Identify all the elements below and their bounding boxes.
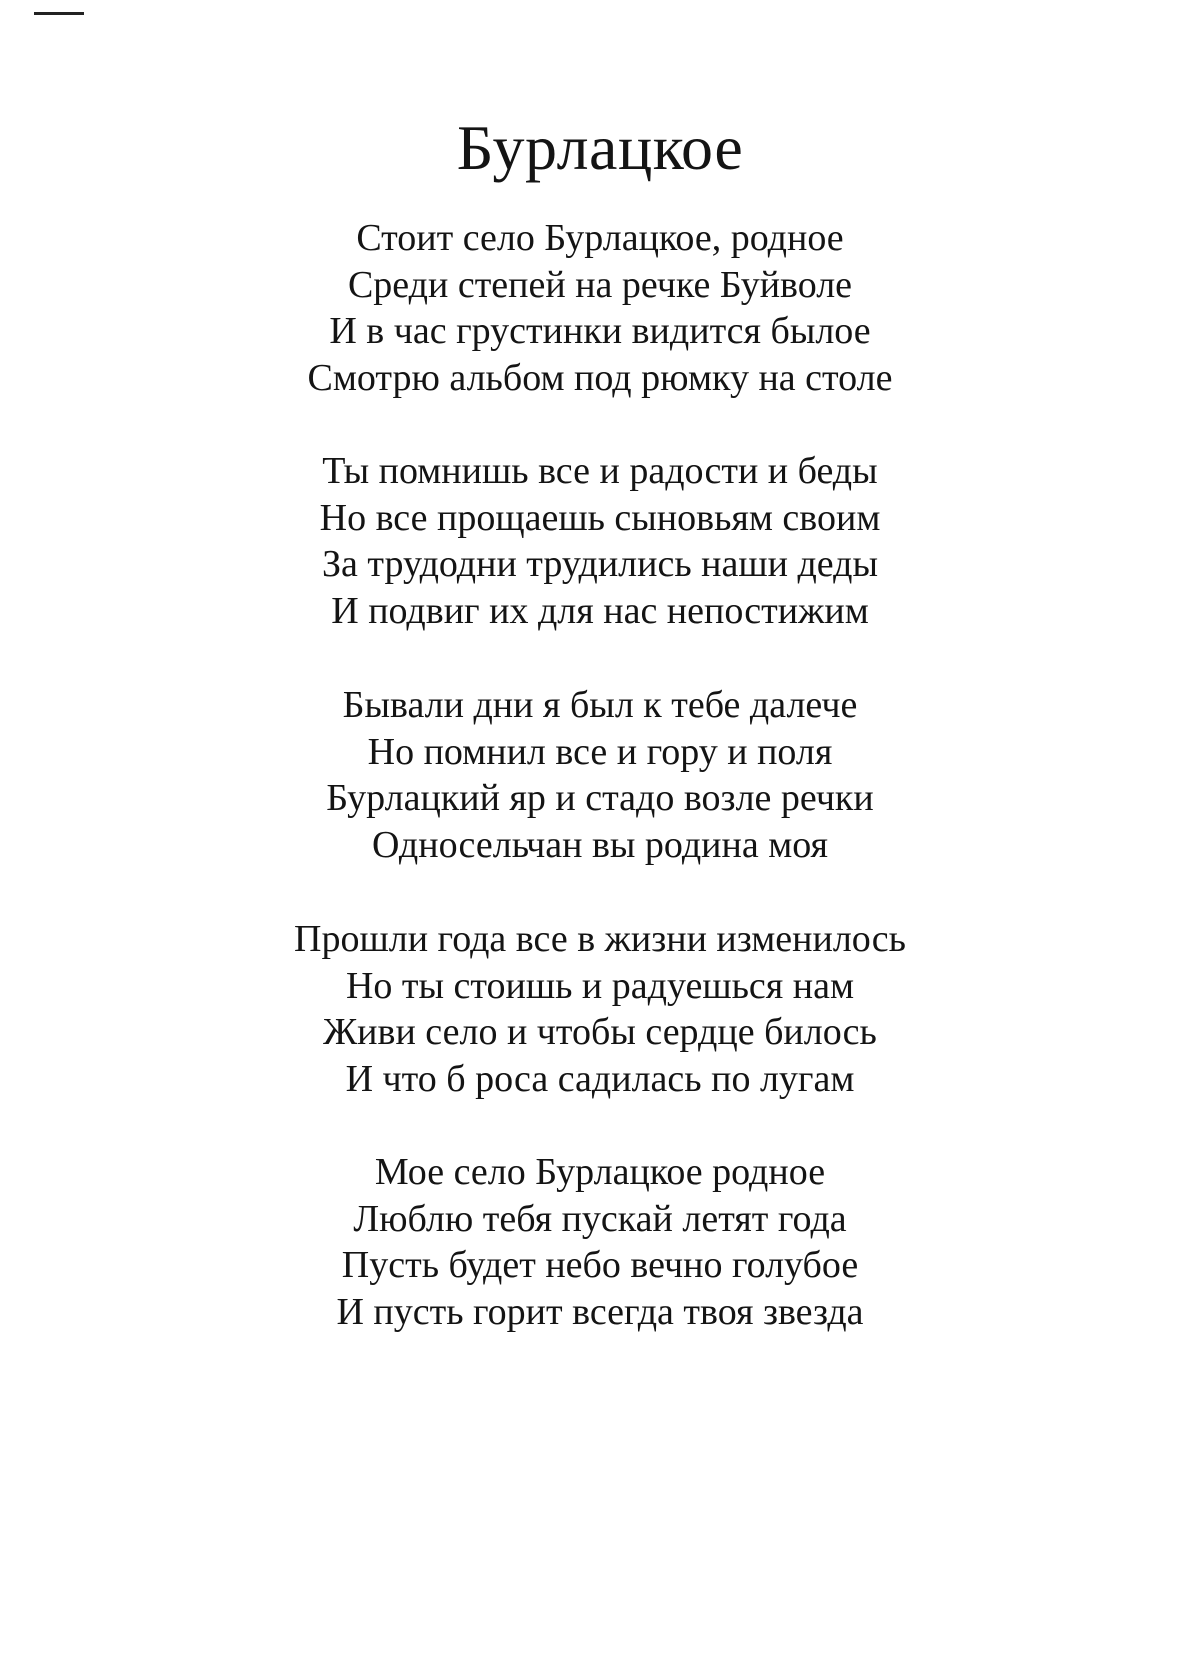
poem-line: Смотрю альбом под рюмку на столе bbox=[307, 356, 893, 399]
poem-line: Живи село и чтобы сердце билось bbox=[323, 1011, 877, 1053]
poem-line: Ты помнишь все и радости и беды bbox=[322, 450, 878, 492]
poem-line: Стоит село Бурлацкое, родное bbox=[356, 217, 844, 259]
scan-mark bbox=[34, 12, 84, 15]
stanza-2 bbox=[0, 448, 1178, 634]
poem-line: И пусть горит всегда твоя звезда bbox=[336, 1290, 864, 1333]
stanza-1 bbox=[0, 215, 1178, 401]
poem-line: Бурлацкий яр и стадо возле речки bbox=[326, 777, 874, 819]
poem-line: Среди степей на речке Буйволе bbox=[347, 263, 853, 306]
poem-line: И что б роса садилась по лугам bbox=[345, 1057, 855, 1100]
poem-line: Бывали дни я был к тебе далече bbox=[342, 684, 858, 726]
poem-title: Бурлацкое bbox=[456, 112, 744, 183]
stanza-4 bbox=[0, 916, 1178, 1102]
poem-line: Но все прощаешь сыновьям своим bbox=[319, 496, 881, 539]
poem-line: Односельчан вы родина моя bbox=[371, 823, 829, 866]
poem-line: Прошли года все в жизни изменилось bbox=[294, 918, 906, 960]
poem-line: Но ты стоишь и радуешься нам bbox=[345, 964, 855, 1007]
poem-line: Но помнил все и гору и поля bbox=[367, 730, 833, 773]
poem-line: Люблю тебя пускай летят года bbox=[353, 1197, 847, 1240]
poem-line: Пусть будет небо вечно голубое bbox=[341, 1244, 859, 1286]
stanza-5 bbox=[0, 1149, 1178, 1335]
poem-line: За трудодни трудились наши деды bbox=[321, 543, 879, 585]
poem-line: И в час грустинки видится былое bbox=[329, 310, 871, 352]
poem-line: Мое село Бурлацкое родное bbox=[374, 1151, 826, 1193]
stanza-3 bbox=[0, 682, 1178, 868]
poem-line: И подвиг их для нас непостижим bbox=[331, 589, 869, 632]
